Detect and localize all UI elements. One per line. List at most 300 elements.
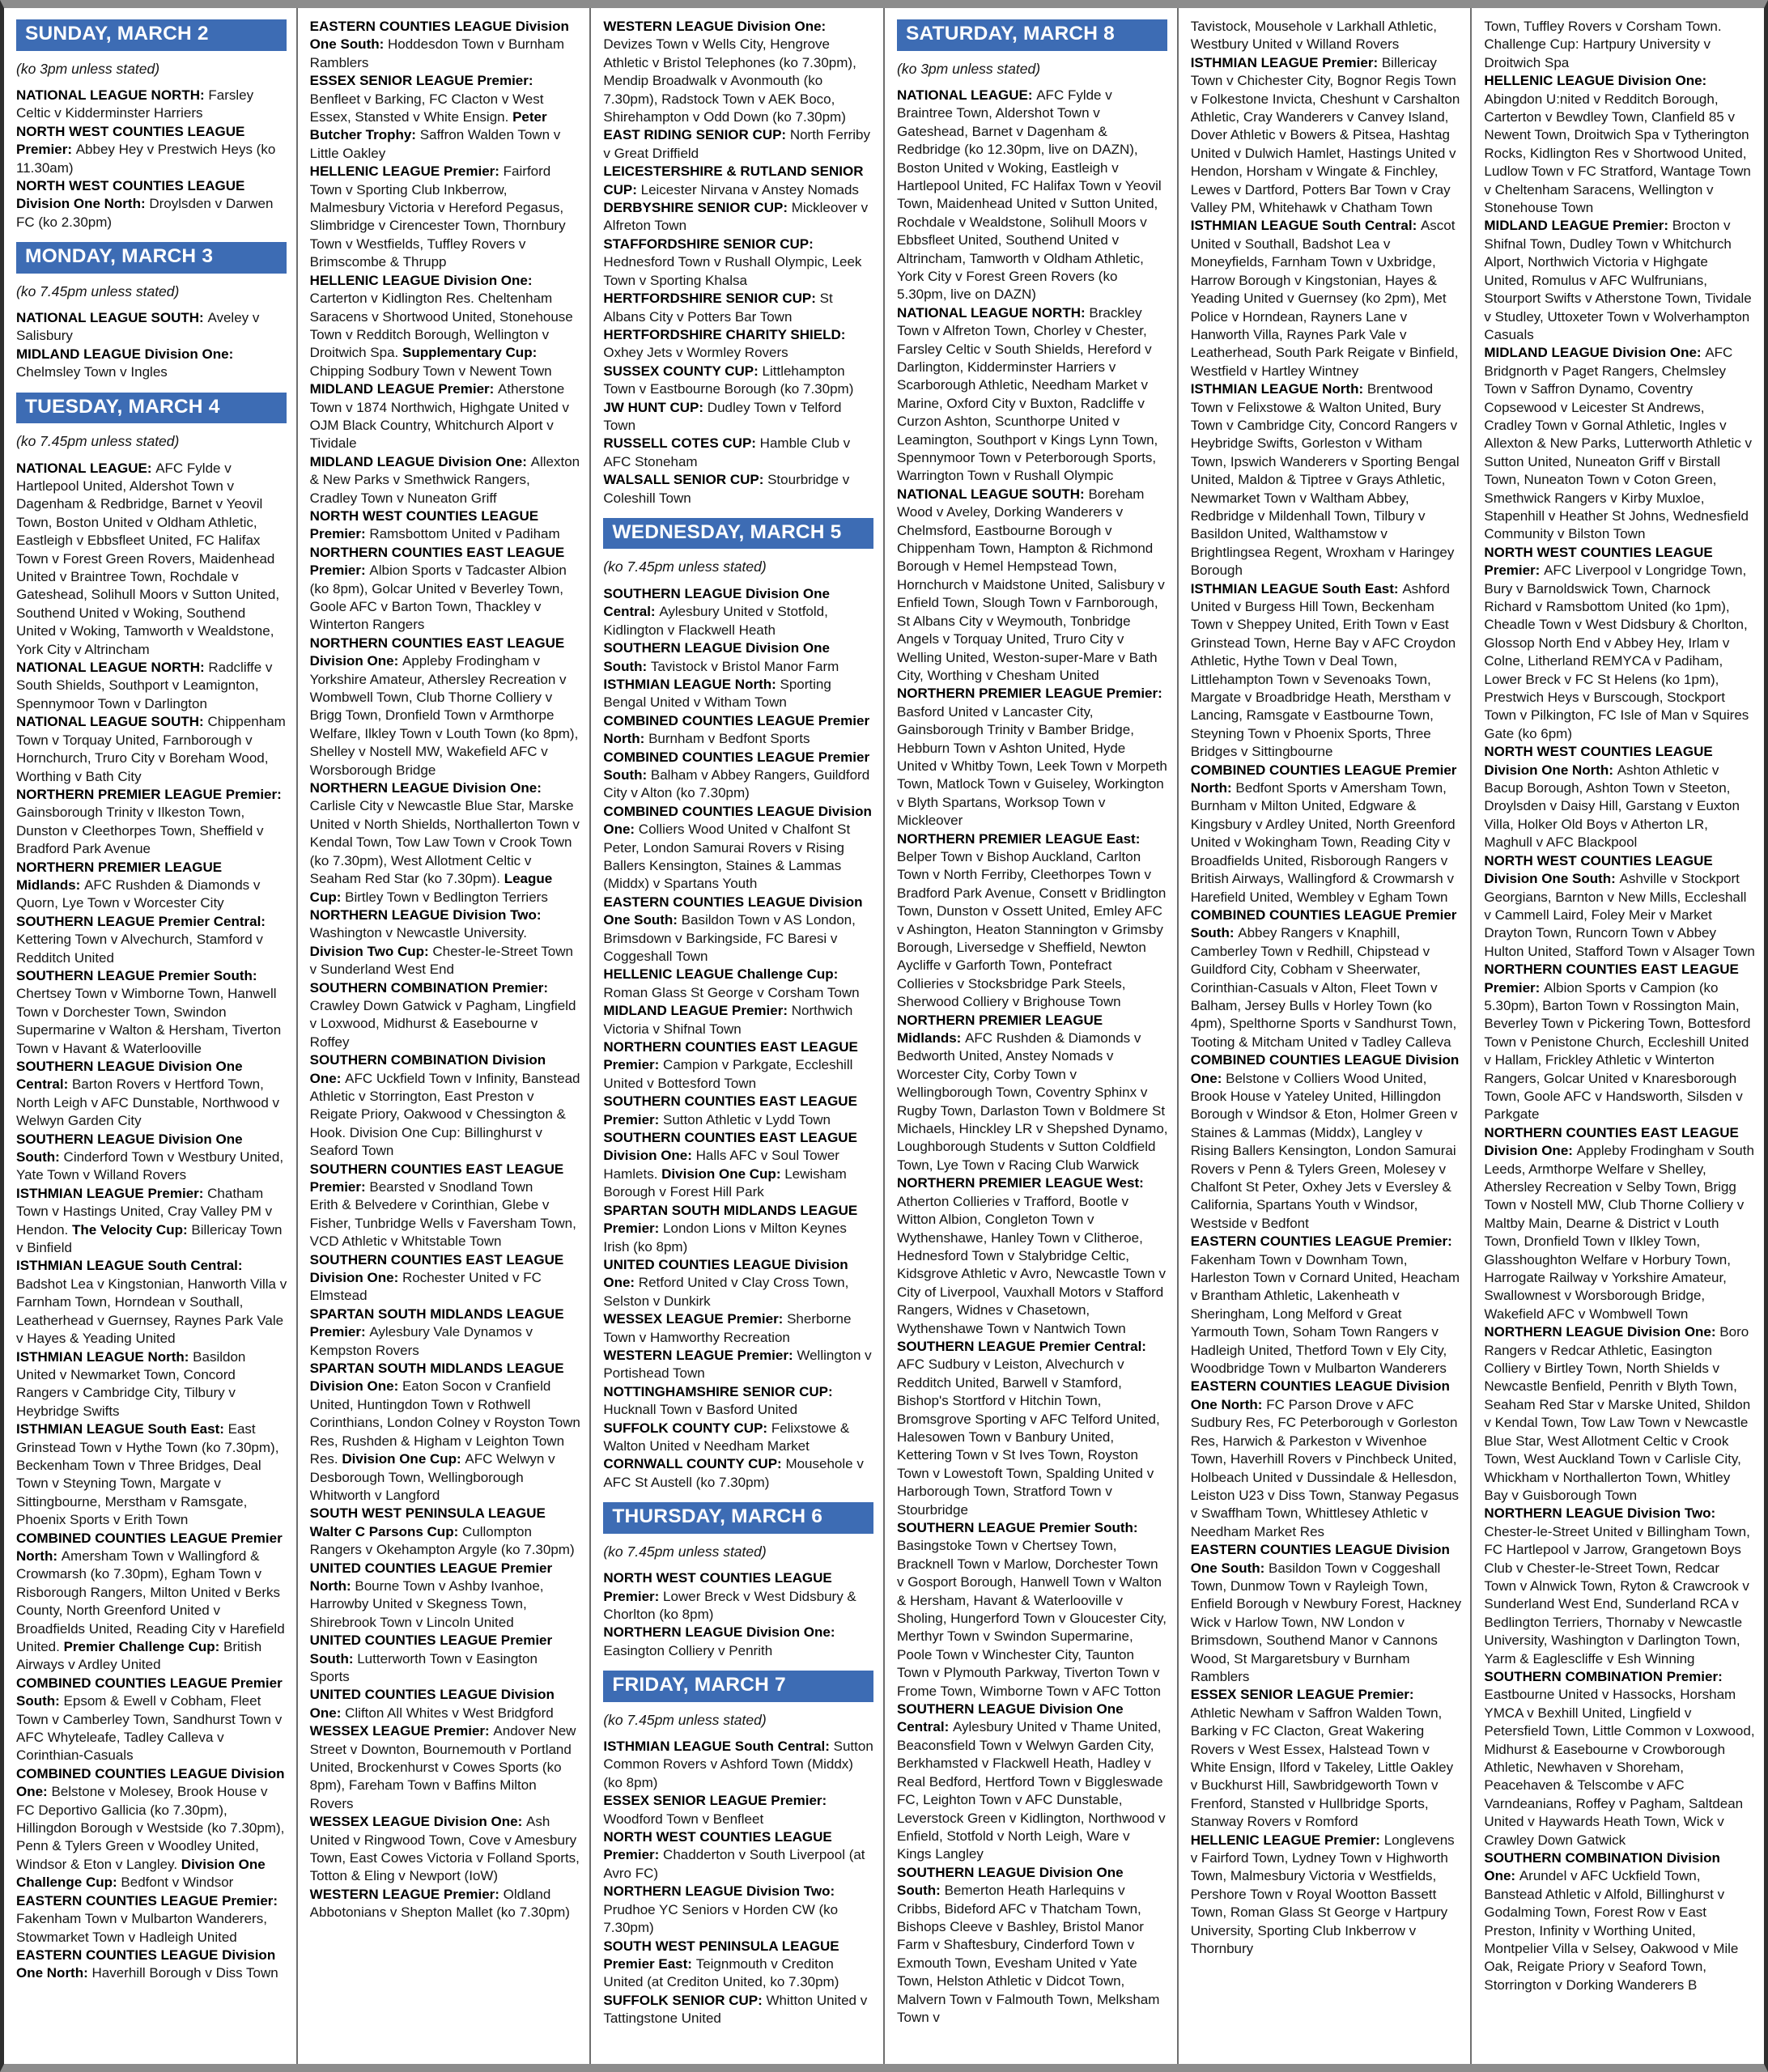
fixtures-text: AFC Fylde v Braintree Town, Aldershot Town v Gateshead, Barnet v Dagenham & Redbridge (ko 12.30pm, live on DAZN), Boston United v Woking, Eastleigh v Hartlepool United, FC Halifax Town v Yeovil Town, Maidenhead United v Sutton United, Rochdale v Wealdstone, Solihull Moors v Ebbsfleet United, Southend United v Altrincham, Tamworth v Oldham Athletic, York City v Forest Green Rovers (ko 5.30pm, live on DAZN): [897, 87, 1162, 303]
fixtures-paragraph: [1484, 1849, 1755, 1994]
fixtures-text: Northwich Victoria v Shifnal Town: [603, 1003, 853, 1037]
league-label: Premier Challenge Cup:: [63, 1639, 224, 1654]
fixtures-text: St Albans City v Potters Bar Town: [603, 291, 833, 325]
league-label: HELLENIC LEAGUE Division One:: [1484, 73, 1707, 89]
league-label: WESTERN LEAGUE Premier:: [603, 1347, 797, 1363]
fixtures-paragraph: [897, 87, 1168, 304]
fixtures-text: Devizes Town v Wells City, Hengrove Athletic v Bristol Telephones (ko 7.30pm), Mendip Broadwalk v Avonmouth (ko 7.30pm), Radstock Town v AEK Boco, Shirehampton v Odd Down (ko 7.30pm): [603, 36, 856, 125]
fixtures-paragraph: [603, 1420, 874, 1456]
fixtures-paragraph: [1484, 344, 1755, 543]
league-label: NATIONAL LEAGUE SOUTH:: [16, 714, 208, 730]
fixtures-paragraph: [603, 1938, 874, 1992]
fixtures-paragraph: [1484, 1505, 1755, 1668]
league-label: Supplementary Cup:: [402, 345, 538, 361]
league-label: COMBINED COUNTIES LEAGUE Premier South:: [16, 1675, 283, 1709]
fixtures-text: Colliers Wood United v Chalfont St Peter, London Samurai Rovers v Rising Ballers Kensington, Staines & Lammas (Middx) v Spartans Youth: [603, 822, 851, 892]
league-label: NATIONAL LEAGUE:: [16, 460, 156, 476]
fixtures-paragraph: [16, 1058, 287, 1131]
league-label: NORTHERN COUNTIES EAST LEAGUE Premier:: [1484, 962, 1739, 996]
fixtures-paragraph: [310, 507, 581, 544]
fixtures-paragraph: [1484, 217, 1755, 344]
league-label: STAFFORDSHIRE SENIOR CUP:: [603, 236, 814, 252]
fixtures-text: Carlisle City v Newcastle Blue Star, Marske United v North Shields, Northallerton Town v Kendal Town, Tow Law Town v Crook Town (ko 7.30pm), West Allotment Celtic v Seaham Red Star (ko 7.30pm).: [309, 798, 580, 887]
fixtures-paragraph: [16, 1420, 287, 1529]
fixtures-paragraph: [310, 1886, 581, 1922]
fixtures-text: AFC Rushden & Diamonds v Quorn, Lye Town v Worcester City: [16, 877, 261, 911]
fixtures-paragraph: [16, 713, 287, 786]
fixtures-paragraph: [16, 859, 287, 913]
fixtures-text: Bemerton Heath Harlequins v Cribbs, Bideford AFC v Thatcham Town, Bishops Cleeve v Bashley, Bristol Manor Farm v Shaftesbury, Cinderford Town v Exmouth Town, Evesham United v Yate Town, Helston Athletic v Didcot Town, Malvern Town v Falmouth Town, Melksham Town v: [897, 1883, 1160, 2025]
league-label: NORTHERN LEAGUE Division Two:: [309, 906, 542, 923]
league-label: NORTH WEST COUNTIES LEAGUE Premier:: [1484, 544, 1713, 579]
league-label: SOUTHERN LEAGUE Division One Central:: [603, 585, 830, 620]
fixtures-paragraph: [603, 363, 874, 399]
league-label: ESSEX SENIOR LEAGUE Premier:: [1190, 1687, 1414, 1703]
fixtures-text: Easington Colliery v Penrith: [603, 1642, 773, 1658]
fixtures-paragraph: [310, 453, 581, 507]
fixtures-paragraph: [16, 1947, 287, 1983]
fixtures-paragraph: [603, 749, 874, 803]
fixtures-paragraph: [603, 1738, 874, 1792]
league-label: NORTHERN LEAGUE Division Two:: [1484, 1505, 1716, 1522]
league-label: JW HUNT CUP:: [603, 399, 708, 415]
fixtures-paragraph: [16, 913, 287, 967]
fixtures-text: Epsom & Ewell v Cobham, Fleet Town v Camberley Town, Sandhurst Town v AFC Whyteleafe, Tadley Calleva v Corinthian-Casuals: [16, 1693, 283, 1764]
day-header: MONDAY, MARCH 3: [16, 242, 287, 274]
fixtures-text: Amersham Town v Wallingford & Crowmarsh (ko 7.30pm), Egham Town v Risborough Rangers, Milton United v Berks County, North Greenford United v Broadfields United, Reading City v Harefield United.: [16, 1548, 285, 1654]
fixtures-paragraph: [1191, 762, 1462, 906]
fixtures-text: Leicester Nirvana v Anstey Nomads: [640, 181, 859, 197]
league-label: ISTHMIAN LEAGUE South East:: [16, 1421, 228, 1437]
fixtures-paragraph: [310, 1360, 581, 1505]
fixtures-paragraph: [16, 1675, 287, 1765]
fixtures-paragraph: [603, 471, 874, 507]
league-label: Division Two Cup:: [309, 943, 433, 959]
league-label: HELLENIC LEAGUE Division One:: [309, 272, 533, 288]
fixtures-text: Mousehole v AFC St Austell (ko 7.30pm): [603, 1456, 864, 1490]
league-label: COMBINED COUNTIES LEAGUE Premier South:: [1190, 906, 1457, 941]
fixtures-paragraph: [603, 803, 874, 894]
fixtures-text: Barton Rovers v Hertford Town, North Leigh v AFC Dunstable, Northwood v Welwyn Garden City: [16, 1076, 280, 1129]
fixtures-text: Bedfont v Windsor: [121, 1875, 234, 1891]
fixtures-paragraph: [16, 87, 287, 123]
fixtures-text: Aylesbury United v Stotfold, Kidlington v Flackwell Heath: [603, 604, 828, 638]
fixtures-text: Mickleover v Alfreton Town: [603, 200, 869, 234]
league-label: NORTHERN PREMIER LEAGUE Midlands:: [897, 1012, 1103, 1047]
fixtures-column: [1177, 8, 1471, 2064]
fixtures-text: Cullompton Rangers v Okehampton Argyle (ko 7.30pm): [309, 1523, 575, 1558]
league-label: HELLENIC LEAGUE Premier:: [309, 163, 504, 180]
league-label: NATIONAL LEAGUE SOUTH:: [16, 310, 208, 326]
fixtures-text: Woodford Town v Benfleet: [603, 1811, 764, 1827]
league-label: EASTERN COUNTIES LEAGUE Division One South:: [603, 894, 863, 928]
fixtures-paragraph: [310, 1560, 581, 1633]
fixtures-paragraph: [310, 1251, 581, 1306]
fixtures-paragraph: [897, 486, 1168, 685]
fixtures-paragraph: [603, 290, 874, 326]
fixtures-text: Andover New Street v Downton, Bournemouth v Portland United, Brockenhurst v Cowes Sports (ko 8pm), Fareham Town v Baffins Milton Rovers: [309, 1723, 576, 1811]
fixtures-paragraph: [1484, 743, 1755, 851]
fixtures-text: Belstone v Molesey, Brook House v FC Deportivo Gallicia (ko 7.30pm), Hillingdon Borough v Westside (ko 7.30pm), Penn & Tylers Green v Woodley United, Windsor & Eton v Langley.: [16, 1784, 285, 1872]
fixtures-paragraph: [16, 309, 287, 346]
league-label: NATIONAL LEAGUE:: [897, 87, 1037, 103]
fixtures-paragraph: [310, 1306, 581, 1360]
fixtures-text: AFC Welwyn v Desborough Town, Wellingborough Whitworth v Langford: [309, 1451, 555, 1503]
fixtures-paragraph: [897, 1700, 1168, 1864]
fixtures-text: Halls AFC v Soul Tower Hamlets.: [603, 1148, 839, 1182]
league-label: The Velocity Cup:: [72, 1221, 192, 1238]
league-label: NATIONAL LEAGUE NORTH:: [16, 87, 209, 103]
league-label: SOUTHERN COUNTIES EAST LEAGUE Division One:: [309, 1251, 564, 1286]
league-label: RUSSELL COTES CUP:: [603, 435, 760, 452]
league-label: HELLENIC LEAGUE Challenge Cup:: [603, 966, 839, 983]
fixtures-paragraph: [603, 1383, 874, 1420]
fixtures-text: Belstone v Colliers Wood United, Brook House v Yateley United, Hillingdon Borough v Windsor & Eton, Holmer Green v Staines & Lammas (Middx), Langley v Rising Ballers Kensington, London Samurai Rovers v Penn & Tylers Green, Molesey v Chalfont St Peter, Oxhey Jets v Eversley & California, Spartans Youth v Windsor, Westside v Bedfont: [1190, 1070, 1458, 1231]
fixtures-paragraph: [310, 272, 581, 380]
fixtures-paragraph: [897, 1338, 1168, 1519]
fixtures-paragraph: [603, 1347, 874, 1383]
fixtures-text: Lewisham Borough v Forest Hill Park: [603, 1166, 847, 1200]
kickoff-note: (ko 3pm unless stated): [16, 60, 160, 77]
fixtures-text: Hucknall Town v Basford United: [603, 1402, 798, 1418]
fixtures-text: Albion Sports v Campion (ko 5.30pm), Barton Town v Rossington Main, Beverley Town v Pickering Town, Bottesford Town v Penistone Church, Eccleshill United v Hallam, Frickley Athletic v Winterton Rangers, Golcar United v Knaresborough Town, Goole AFC v Handsworth, Silsden v Parkgate: [1484, 979, 1751, 1123]
league-label: NORTHERN LEAGUE Division Two:: [603, 1883, 835, 1900]
fixtures-text: Aylesbury Vale Dynamos v Kempston Rovers: [309, 1324, 533, 1358]
fixtures-paragraph: [603, 399, 874, 435]
league-label: NORTHERN COUNTIES EAST LEAGUE Division One:: [309, 635, 565, 669]
fixtures-paragraph: [1191, 1378, 1462, 1541]
league-label: COMBINED COUNTIES LEAGUE Premier North:: [1190, 762, 1457, 796]
league-label: EASTERN COUNTIES LEAGUE Division One South:: [1190, 1542, 1450, 1576]
kickoff-note: (ko 7.45pm unless stated): [16, 433, 180, 450]
fixtures-paragraph: [603, 435, 874, 471]
fixtures-text: Brackley Town v Alfreton Town, Chorley v Chester, Farsley Celtic v South Shields, Hereford v Darlington, Kidderminster Harriers v Scarborough Athletic, Needham Market v Marine, Oxford City v Buxton, Radcliffe v Curzon Ashton, Scunthorpe United v Leamington, Southport v Kings Lynn Town, Spennymoor Town v Peterborough Sports, Warrington Town v Rushall Olympic: [897, 304, 1158, 484]
fixtures-paragraph: [1191, 217, 1462, 380]
league-label: SOUTHERN LEAGUE Division One Central:: [897, 1701, 1124, 1735]
fixtures-paragraph: [897, 1864, 1168, 2027]
league-label: COMBINED COUNTIES LEAGUE Division One:: [16, 1765, 285, 1800]
fixtures-text: Radcliffe v South Shields, Southport v Leamignton, Spennymoor Town v Darlington: [16, 660, 273, 711]
fixtures-text: Abbey Rangers v Knaphill, Camberley Town v Redhill, Chipstead v Guildford City, Cobham v Sheerwater, Corinthian-Casuals v Alton, Fleet Town v Balham, Jersey Bulls v Horley Town (ko 4pm), Spelthorne Sports v Sandhurst Town, Tooting & Mitcham United v Tadley Calleva: [1190, 925, 1457, 1050]
fixtures-paragraph: [16, 967, 287, 1058]
fixtures-text: Belper Town v Bishop Auckland, Carlton Town v North Ferriby, Cleethorpes Town v Bradford Park Avenue, Consett v Bridlington Town, Dunston v Ossett United, Emley AFC v Ashington, Heaton Stannington v Grimsby Borough, Liversedge v Sheffield, Newton Aycliffe v Garforth Town, Pontefract Collieries v Stocksbridge Park Steels, Sherwood Colliery v Brighouse Town: [897, 848, 1167, 1010]
fixtures-paragraph: [603, 1828, 874, 1883]
fixtures-paragraph: [16, 177, 287, 231]
fixtures-paragraph: [603, 1792, 874, 1828]
fixtures-paragraph: [603, 1624, 874, 1660]
fixtures-column: [589, 8, 883, 2064]
league-label: ISTHMIAN LEAGUE South Central:: [16, 1258, 243, 1274]
fixtures-paragraph: [310, 1161, 581, 1197]
fixtures-paragraph: [310, 1505, 581, 1559]
fixtures-text: Crawley Down Gatwick v Pagham, Lingfield v Loxwood, Midhurst & Easebourne v Roffey: [309, 997, 576, 1050]
fixtures-paragraph: [1484, 18, 1755, 72]
fixtures-paragraph: [603, 1129, 874, 1202]
league-label: SOUTHERN COUNTIES EAST LEAGUE Premier:: [603, 1093, 857, 1127]
day-header: FRIDAY, MARCH 7: [603, 1671, 873, 1702]
fixtures-text: Boreham Wood v Aveley, Dorking Wanderers v Chelmsford, Eastbourne Borough v Chippenham Town, Hampton & Richmond Borough v Hemel Hempstead Town, Hornchurch v Maidstone United, Salisbury v Enfield Town, Slough Town v Farnborough, St Albans City v Weymouth, Tonbridge Angels v Torquay United, Truro City v Welling United, Weston-super-Mare v Bath City, Worthing v Chesham United: [897, 486, 1165, 683]
fixtures-text: Stourbridge v Coleshill Town: [603, 472, 850, 506]
fixtures-text: AFC Sudbury v Leiston, Alvechurch v Redditch United, Barwell v Stamford, Bishop's Stortford v Hitchin Town, Bromsgrove Sporting v AFC Telford United, Halesowen Town v Banbury United, Kettering Town v St Ives Town, Royston Town v Lowestoft Town, Spalding United v Harborough Town, Stratford Town v Stourbridge: [897, 1357, 1160, 1518]
league-label: MIDLAND LEAGUE Division One:: [16, 346, 234, 362]
fixtures-text: Athletic Newham v Saffron Walden Town, Barking v FC Clacton, Great Wakering Rovers v West Essex, Halstead Town v White Ensign, Ilford v Takeley, Little Oakley v Buckhurst Hill, Sawbridgeworth Town v Frenford, Stansted v Hullbridge Sports, Stanway Rovers v Romford: [1190, 1705, 1454, 1830]
league-label: SOUTHERN LEAGUE Division One South:: [897, 1864, 1124, 1899]
league-label: NATIONAL LEAGUE NORTH:: [897, 304, 1090, 321]
league-label: UNITED COUNTIES LEAGUE Division One:: [603, 1256, 848, 1291]
fixtures-paragraph: [1484, 72, 1755, 217]
league-label: NORTH WEST COUNTIES LEAGUE Division One South:: [1484, 852, 1713, 887]
fixtures-paragraph: [1191, 1233, 1462, 1378]
fixtures-paragraph: [897, 1012, 1168, 1175]
fixtures-text: Ascot United v Southall, Badshot Lea v Moneyfields, Farnham Town v Uxbridge, Harrow Borough v Kingstonian, Hayes & Yeading United v Guernsey (ko 2pm), Met Police v Horndean, Rayners Lane v Hanworth Villa, Raynes Park Vale v Leatherhead, South Park Reigate v Binfield, Westfield v Hartley Wintney: [1190, 218, 1459, 379]
fixtures-paragraph: [16, 1892, 287, 1947]
league-label: SUFFOLK COUNTY CUP:: [603, 1420, 771, 1436]
fixtures-text: Appleby Frodingham v South Leeds, Armthorpe Welfare v Shelley, Athersley Recreation v Selby Town, Brigg Town v Nostell MW, Club Thorne Colliery v Maltby Main, Dearne & District v Louth Town, Dronfield Town v Ilkley Town, Glasshoughton Welfare v Horbury Town, Harrogate Railway v Yorkshire Amateur, Swallownest v Worsborough Bridge, Wakefield AFC v Wombwell Town: [1484, 1143, 1754, 1322]
fixtures-text: Brentwood Town v Felixstowe & Walton United, Bury Town v Cambridge City, Concord Rangers v Heybridge Swifts, Gorleston v Witham Town, Ipswich Wanderers v Sporting Bengal United, Maldon & Tiptree v Grays Athletic, Newmarket Town v Waltham Abbey, Redbridge v Mildenhall Town, Tilbury v Basildon United, Walthamstow v Brightlingsea Regent, Wroxham v Haringey Borough: [1190, 381, 1460, 579]
fixtures-text: AFC Bridgnorth v Paget Rangers, Chelmsley Town v Saffron Dynamo, Coventry Copsewood v Leicester St Andrews, Cradley Town v Gornal Athletic, Ingles v Allexton & New Parks, Lutterworth Athletic v Sutton United, Nuneaton Griff v Birstall Town, Nuneaton Town v Coton Green, Smethwick Rangers v Kirby Muxloe, Stapenhill v Heather St Johns, Wednesfield Community v Bilston Town: [1484, 345, 1753, 542]
fixtures-text: Oldland Abbotonians v Shepton Mallet (ko 7.30pm): [309, 1886, 570, 1921]
league-label: SOUTHERN COUNTIES EAST LEAGUE Division One:: [603, 1130, 857, 1164]
fixtures-paragraph: [603, 1310, 874, 1347]
fixtures-paragraph: [16, 1765, 287, 1892]
fixtures-text: Benfleet v Barking, FC Clacton v West Essex, Stansted v White Ensign.: [309, 91, 544, 125]
fixtures-text: Carterton v Kidlington Res. Cheltenham Saracens v Shortwood United, Stonehouse Town v Redditch Borough, Wellington v Droitwich Spa.: [309, 291, 573, 361]
fixtures-paragraph: [603, 199, 874, 236]
fixtures-text: Hamble Club v AFC Stoneham: [603, 435, 851, 469]
fixtures-paragraph: [603, 894, 874, 966]
league-label: ESSEX SENIOR LEAGUE Premier:: [603, 1793, 827, 1809]
fixtures-text: Bourne Town v Ashby Ivanhoe, Harrowby United v Skegness Town, Shirebrook Town v Lincoln United: [309, 1577, 544, 1630]
fixtures-paragraph: [603, 1093, 874, 1129]
league-label: NATIONAL LEAGUE SOUTH:: [897, 486, 1089, 502]
fixtures-paragraph: [603, 585, 874, 639]
fixtures-paragraph: [603, 326, 874, 363]
league-label: NORTHERN PREMIER LEAGUE West:: [897, 1175, 1144, 1191]
kickoff-note: (ko 7.45pm unless stated): [603, 1711, 767, 1728]
fixtures-text: Town, Tuffley Rovers v Corsham Town. Challenge Cup: Hartpury University v Droitwich Spa: [1484, 19, 1722, 70]
fixtures-paragraph: [603, 1455, 874, 1492]
league-label: NOTTINGHAMSHIRE SENIOR CUP:: [603, 1383, 833, 1399]
day-header: SATURDAY, MARCH 8: [897, 19, 1167, 51]
fixtures-paragraph: [310, 906, 581, 979]
league-label: MIDLAND LEAGUE Division One:: [1484, 345, 1706, 361]
fixtures-paragraph: [603, 712, 874, 749]
league-label: NORTHERN PREMIER LEAGUE East:: [897, 830, 1141, 847]
league-label: COMBINED COUNTIES LEAGUE Division One:: [1190, 1052, 1460, 1086]
fixtures-paragraph: [310, 1813, 581, 1886]
fixtures-text: Allexton & New Parks v Smethwick Rangers, Cradley Town v Nuneaton Griff: [309, 453, 580, 506]
fixtures-paragraph: [16, 786, 287, 859]
league-label: WESTERN LEAGUE Premier:: [309, 1886, 504, 1902]
fixtures-paragraph: [1191, 54, 1462, 218]
fixtures-text: Rochester United v FC Elmstead: [309, 1270, 542, 1304]
fixtures-paragraph: [1191, 380, 1462, 580]
fixtures-paragraph: [603, 126, 874, 163]
kickoff-note: (ko 3pm unless stated): [897, 60, 1041, 77]
fixtures-text: Oxhey Jets v Wormley Rovers: [603, 345, 788, 361]
fixtures-text: Chadderton v South Liverpool (at Avro FC): [603, 1847, 865, 1881]
fixtures-text: Basford United v Lancaster City, Gainsborough Trinity v Bamber Bridge, Hebburn Town v Ashton United, Hyde United v Whitby Town, Leek Town v Morpeth Town, Matlock Town v Guiseley, Workington v Blyth Spartans, Worksop Town v Mickleover: [897, 703, 1167, 829]
fixtures-text: Bearsted v Snodland Town: [369, 1179, 533, 1195]
fixtures-text: Boro Rangers v Redcar Athletic, Easington Colliery v Birtley Town, North Shields v Newcastle Benfield, Penrith v Blyth Town, Seaham Red Star v Marske United, Shildon v Kendal Town, Tow Law Town v Newcastle Blue Star, West Allotment Celtic v Crook Town, West Auckland Town v Carlisle City, Whickham v Northallerton Town, Whitley Bay v Guisborough Town: [1484, 1324, 1751, 1503]
league-label: NORTHERN COUNTIES EAST LEAGUE Premier:: [603, 1039, 858, 1073]
fixtures-text: Basildon Town v AS London, Brimsdown v Barkingside, FC Baresi v Coggeshall Town: [603, 912, 856, 964]
fixtures-paragraph: [603, 236, 874, 290]
fixtures-column: [1470, 8, 1764, 2064]
league-label: HELLENIC LEAGUE Premier:: [1190, 1832, 1384, 1848]
fixtures-paragraph: [603, 676, 874, 712]
league-label: MIDLAND LEAGUE Division One:: [309, 453, 531, 469]
league-label: DERBYSHIRE SENIOR CUP:: [603, 200, 792, 216]
fixtures-text: Hednesford Town v Rushall Olympic, Leek Town v Sporting Khalsa: [603, 254, 862, 288]
league-label: NORTH WEST COUNTIES LEAGUE Division One North:: [16, 177, 245, 212]
fixtures-text: Birtley Town v Bedlington Terriers: [345, 889, 548, 905]
fixtures-text: Teignmouth v Crediton United (at Crediton United, ko 7.30pm): [603, 1955, 839, 1990]
fixtures-paragraph: [1484, 1668, 1755, 1849]
fixtures-text: Washington v Newcastle University.: [309, 925, 527, 941]
kickoff-note: (ko 7.45pm unless stated): [603, 558, 767, 575]
league-label: ISTHMIAN LEAGUE Premier:: [16, 1185, 208, 1201]
fixtures-text: Haverhill Borough v Diss Town: [91, 1965, 278, 1981]
fixtures-text: Saffron Walden Town v Little Oakley: [309, 127, 561, 161]
league-label: SPARTAN SOUTH MIDLANDS LEAGUE Premier:: [309, 1306, 564, 1340]
fixtures-text: FC Parson Drove v AFC Sudbury Res, FC Peterborough v Gorleston Res, Harwich & Parkeston v Wivenhoe Town, Haverhill Rovers v Pinchbeck United, Holbeach United v Dussindale & Hellesdon, Leiston U23 v Diss Town, Stanway Pegasus v Swaffham Town, Whittlesey Athletic v Needham Market Res: [1190, 1396, 1460, 1539]
league-label: UNITED COUNTIES LEAGUE Division One:: [309, 1687, 555, 1721]
fixtures-text: Eaton Socon v Cranfield United, Huntingdon Town v Rothwell Corinthians, London Colney v Royston Town Res, Rushden & Higham v Leighton Town Res.: [309, 1378, 580, 1467]
league-label: WESSEX LEAGUE Premier:: [309, 1723, 494, 1739]
fixtures-text: Albion Sports v Tadcaster Albion (ko 8pm), Golcar United v Beverley Town, Goole AFC v Barton Town, Thackley v Winterton Rangers: [309, 563, 567, 633]
fixtures-paragraph: [897, 304, 1168, 486]
league-label: ISTHMIAN LEAGUE North:: [16, 1348, 193, 1365]
league-label: NORTH WEST COUNTIES LEAGUE Premier:: [603, 1829, 832, 1863]
fixtures-paragraph: [603, 1038, 874, 1093]
league-label: WESSEX LEAGUE Division One:: [309, 1814, 526, 1830]
league-label: ISTHMIAN LEAGUE South Central:: [603, 1739, 834, 1755]
fixtures-text: Ramsbottom United v Padiham: [369, 526, 560, 542]
fixtures-text: Whitton United v Tattingstone United: [603, 1992, 868, 2027]
league-label: MIDLAND LEAGUE Premier:: [603, 1003, 792, 1019]
fixtures-text: Chelmsley Town v Ingles: [16, 364, 168, 380]
fixtures-text: Tavistock v Bristol Manor Farm: [650, 658, 839, 674]
league-label: NORTH WEST COUNTIES LEAGUE Premier:: [309, 507, 539, 542]
league-label: COMBINED COUNTIES LEAGUE Premier North:: [603, 712, 870, 747]
league-label: ISTHMIAN LEAGUE Premier:: [1190, 54, 1382, 70]
fixtures-paragraph: [603, 1002, 874, 1038]
league-label: NORTHERN LEAGUE Division One:: [309, 780, 542, 796]
fixtures-text: Ashville v Stockport Georgians, Barnton v New Mills, Eccleshall v Cammell Laird, Foley Meir v Market Drayton Town, Runcorn Town v Abbey Hulton United, Stafford Town v Alsager Town: [1484, 871, 1755, 959]
league-label: Peter Butcher Trophy:: [309, 109, 547, 143]
league-label: SOUTHERN LEAGUE Premier Central:: [16, 913, 266, 929]
fixtures-text: Prudhoe YC Seniors v Horden CW (ko 7.30pm): [603, 1901, 839, 1936]
league-label: SUSSEX COUNTY CUP:: [603, 363, 763, 379]
league-label: SOUTHERN LEAGUE Premier Central:: [897, 1338, 1146, 1354]
fixtures-text: Cinderford Town v Westbury United, Yate Town v Willand Rovers: [16, 1149, 284, 1183]
league-label: NORTHERN COUNTIES EAST LEAGUE Premier:: [309, 544, 565, 579]
fixtures-paragraph: [603, 1569, 874, 1624]
fixtures-text: Basildon Town v Coggeshall Town, Dunmow Town v Rayleigh Town, Enfield Borough v Newbury Forest, Hackney Wick v Harlow Town, NW London v Brimsdown, Southend Manor v Cannons Wood, St Margaretsbury v Burnham Ramblers: [1190, 1560, 1462, 1684]
kickoff-note: (ko 7.45pm unless stated): [603, 1543, 767, 1560]
league-label: EAST RIDING SENIOR CUP:: [603, 127, 790, 143]
fixtures-text: Farsley Celtic v Kidderminster Harriers: [16, 87, 254, 121]
fixtures-text: Roman Glass St George v Corsham Town: [603, 984, 860, 1000]
fixtures-text: Littlehampton Town v Eastbourne Borough (ko 7.30pm): [603, 363, 854, 397]
fixtures-text: Aveley v Salisbury: [16, 310, 260, 344]
kickoff-note: (ko 7.45pm unless stated): [16, 282, 180, 299]
fixtures-text: Bedfont Sports v Amersham Town, Burnham v Milton United, Edgware & Kingsbury v Ardley United, North Greenford United v Wokingham Town, Reading City v Broadfields United, Risborough Rangers v British Airways, Wallingford & Crowmarsh v Harefield United, Wembley v Egham Town: [1190, 780, 1456, 905]
league-label: EASTERN COUNTIES LEAGUE Division One North:: [16, 1947, 276, 1981]
fixtures-paragraph: [16, 1131, 287, 1185]
fixtures-paragraph: [310, 1196, 581, 1250]
league-label: WALSALL SENIOR CUP:: [603, 472, 768, 488]
fixtures-text: Fakenham Town v Downham Town, Harleston Town v Cornard United, Heacham v Brantham Athletic, Lakenheath v Sheringham, Long Melford v Great Yarmouth Town, Soham Town Rangers v Hadleigh United, Thetford Town v Ely City, Woodbridge Town v Mulbarton Wanderers: [1190, 1251, 1460, 1377]
fixtures-text: Aylesbury United v Thame United, Beaconsfield Town v Welwyn Garden City, Berkhamsted v Flackwell Heath, Hadley v Real Bedford, Hertford Town v Biggleswade FC, Leighton Town v AFC Dunstable, Leverstock Green v Kidlington, Northwood v Enfield, Stotfold v North Leigh, Ware v Kings Langley: [897, 1719, 1166, 1862]
fixtures-text: Appleby Frodingham v Yorkshire Amateur, Athersley Recreation v Wombwell Town, Club Thorne Colliery v Brigg Town, Dronfield Town v Armthorpe Welfare, Ilkley Town v Louth Town (ko 8pm), Shelley v Nostell MW, Wakefield AFC v Worsborough Bridge: [309, 653, 579, 778]
fixtures-text: Chester-le-Street United v Billingham Town, FC Hartlepool v Jarrow, Grangetown Boys Club v Chester-le-Street Town, Redcar Town v Alnwick Town, Ryton & Crawcrook v Sunderland West End, Sunderland RCA v Bedlington Terriers, Thornaby v Newcastle University, Washington v Darlington Town, Yarm & Eaglescliffe v Esh Winning: [1484, 1523, 1750, 1667]
fixtures-paragraph: [310, 380, 581, 453]
league-label: LEICESTERSHIRE & RUTLAND SENIOR CUP:: [603, 163, 864, 197]
league-label: SPARTAN SOUTH MIDLANDS LEAGUE Division One:: [309, 1361, 564, 1395]
fixtures-text: Dudley Town v Telford Town: [603, 399, 842, 433]
fixtures-paragraph: [310, 635, 581, 779]
league-label: Division One Cup:: [342, 1451, 465, 1467]
fixtures-paragraph: [603, 1256, 874, 1310]
fixtures-text: Eastbourne United v Hassocks, Horsham YMCA v Bexhill United, Lingfield v Petersfield Town, Little Common v Loxwood, Midhurst & Easebourne v Crowborough Athletic, Newhaven v Shoreham, Peacehaven & Telscombe v AFC Varndeanians, Roffey v Pagham, Saltdean United v Haywards Heath Town, Wick v Crawley Down Gatwick: [1484, 1687, 1755, 1848]
league-label: SOUTHERN COMBINATION Division One:: [309, 1052, 546, 1086]
league-label: League Cup:: [309, 871, 553, 905]
fixtures-text: Erith & Belvedere v Corinthian, Glebe v Fisher, Tunbridge Wells v Faversham Town, VCD Athletic v Whitstable Town: [309, 1197, 576, 1250]
league-label: COMBINED COUNTIES LEAGUE Division One:: [603, 803, 872, 838]
fixtures-column: [296, 8, 590, 2064]
league-label: ISTHMIAN LEAGUE North:: [1190, 381, 1367, 397]
league-label: HERTFORDSHIRE CHARITY SHIELD:: [603, 326, 846, 342]
fixtures-text: Brocton v Shifnal Town, Dudley Town v Whitchurch Alport, Northwich Victoria v Highgate United, Romulus v AFC Wulfrunians, Stourport Swifts v Atherstone Town, Tividale v Studley, Uttoxeter Town v Wolverhampton Casuals: [1484, 218, 1752, 342]
fixtures-text: Clifton All Whites v West Bridgford: [345, 1705, 554, 1721]
league-label: UNITED COUNTIES LEAGUE Premier North:: [309, 1560, 553, 1594]
fixtures-paragraph: [897, 1174, 1168, 1338]
fixtures-paragraph: [603, 163, 874, 199]
league-label: ISTHMIAN LEAGUE South East:: [1190, 580, 1403, 597]
league-label: NORTHERN PREMIER LEAGUE Premier:: [897, 686, 1162, 702]
fixtures-text: Basildon United v Newmarket Town, Concord Rangers v Cambridge City, Tilbury v Heybridge Swifts: [16, 1348, 246, 1419]
fixtures-text: Billericay Town v Binfield: [16, 1221, 283, 1256]
fixtures-text: Badshot Lea v Kingstonian, Hanworth Villa v Farnham Town, Horndean v Southall, Leatherhead v Guernsey, Raynes Park Vale v Hayes & Yeading United: [16, 1276, 287, 1347]
league-label: NORTHERN COUNTIES EAST LEAGUE Division One:: [1484, 1124, 1739, 1159]
fixtures-paragraph: [1191, 580, 1462, 762]
fixtures-text: British Airways v Ardley United: [16, 1639, 262, 1673]
fixtures-paragraph: [1191, 906, 1462, 1051]
fixtures-paragraph: [603, 966, 874, 1002]
fixtures-text: Wellington v Portishead Town: [603, 1347, 872, 1382]
fixtures-paragraph: [310, 72, 581, 163]
fixtures-text: Fairford Town v Sporting Club Inkberrow, Malmesbury Victoria v Hereford Pegasus, Slimbridge v Cirencester Town, Thornbury Town v Westfields, Tuffley Rovers v Brimscombe & Thrupp: [309, 163, 566, 270]
fixtures-paragraph: [1484, 961, 1755, 1124]
league-label: EASTERN COUNTIES LEAGUE Division One South:: [309, 19, 569, 53]
league-label: SOUTHERN COMBINATION Premier:: [309, 979, 549, 996]
fixtures-text: AFC Uckfield Town v Infinity, Banstead Athletic v Storrington, East Preston v Reigate Priory, Oakwood v Chessington & Hook. Division One Cup: Billinghurst v Seaford Town: [309, 1070, 580, 1159]
fixtures-text: Kettering Town v Alvechurch, Stamford v Redditch United: [16, 932, 263, 966]
league-label: SUFFOLK SENIOR CUP:: [603, 1992, 767, 2008]
fixtures-paragraph: [16, 659, 287, 713]
fixtures-paragraph: [16, 123, 287, 177]
fixtures-paragraph: [1484, 544, 1755, 743]
fixtures-paragraph: [1484, 852, 1755, 961]
fixtures-text: Burnham v Bedfont Sports: [648, 731, 810, 747]
fixtures-text: Chertsey Town v Wimborne Town, Hanwell Town v Dorchester Town, Swindon Supermarine v Walton & Hersham, Tiverton Town v Havant & Waterlooville: [16, 986, 282, 1056]
fixtures-text: London Lions v Milton Keynes Irish (ko 8pm): [603, 1221, 847, 1255]
fixtures-paragraph: [310, 1051, 581, 1160]
league-label: SOUTH WEST PENINSULA LEAGUE Walter C Parsons Cup:: [309, 1505, 546, 1539]
fixtures-paragraph: [603, 1883, 874, 1937]
